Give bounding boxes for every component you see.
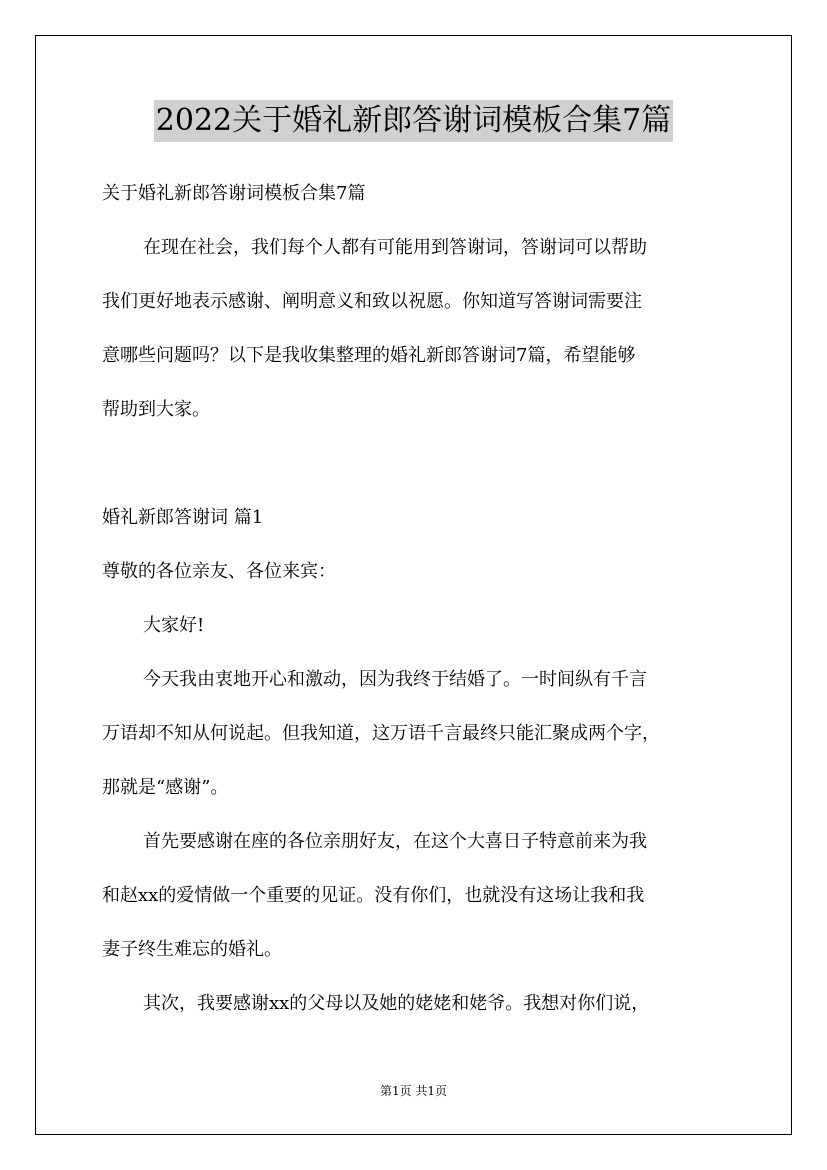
paragraph-line: 那就是“感谢”。 — [102, 777, 229, 798]
salutation-line: 尊敬的各位亲友、各位来宾： — [102, 561, 336, 582]
paragraph-line: 意哪些问题吗？以下是我收集整理的婚礼新郎答谢词7篇，希望能够 — [102, 345, 636, 366]
paragraph-line: 帮助到大家。 — [102, 399, 210, 420]
page-footer: 第1页 共1页 — [379, 1084, 448, 1098]
greeting-line: 大家好! — [143, 615, 205, 636]
paragraph-line: 首先要感谢在座的各位亲朋好友，在这个大喜日子特意前来为我 — [143, 831, 647, 852]
document-title: 2022关于婚礼新郎答谢词模板合集7篇 — [154, 100, 673, 142]
section-heading: 婚礼新郎答谢词 篇1 — [102, 507, 264, 528]
paragraph-line: 我们更好地表示感谢、阐明意义和致以祝愿。你知道写答谢词需要注 — [102, 291, 642, 312]
title-container — [0, 100, 827, 142]
paragraph-line: 妻子终生难忘的婚礼。 — [102, 939, 282, 960]
paragraph-line: 万语却不知从何说起。但我知道，这万语千言最终只能汇聚成两个字， — [102, 723, 660, 744]
paragraph-line: 和赵xx的爱情做一个重要的见证。没有你们，也就没有这场让我和我 — [102, 885, 645, 906]
paragraph-line: 其次，我要感谢xx的父母以及她的姥姥和姥爷。我想对你们说， — [143, 993, 650, 1014]
paragraph-line: 在现在社会，我们每个人都有可能用到答谢词，答谢词可以帮助 — [143, 237, 647, 258]
paragraph-line: 今天我由衷地开心和激动，因为我终于结婚了。一时间纵有千言 — [143, 669, 647, 690]
subtitle-line: 关于婚礼新郎答谢词模板合集7篇 — [102, 183, 366, 204]
